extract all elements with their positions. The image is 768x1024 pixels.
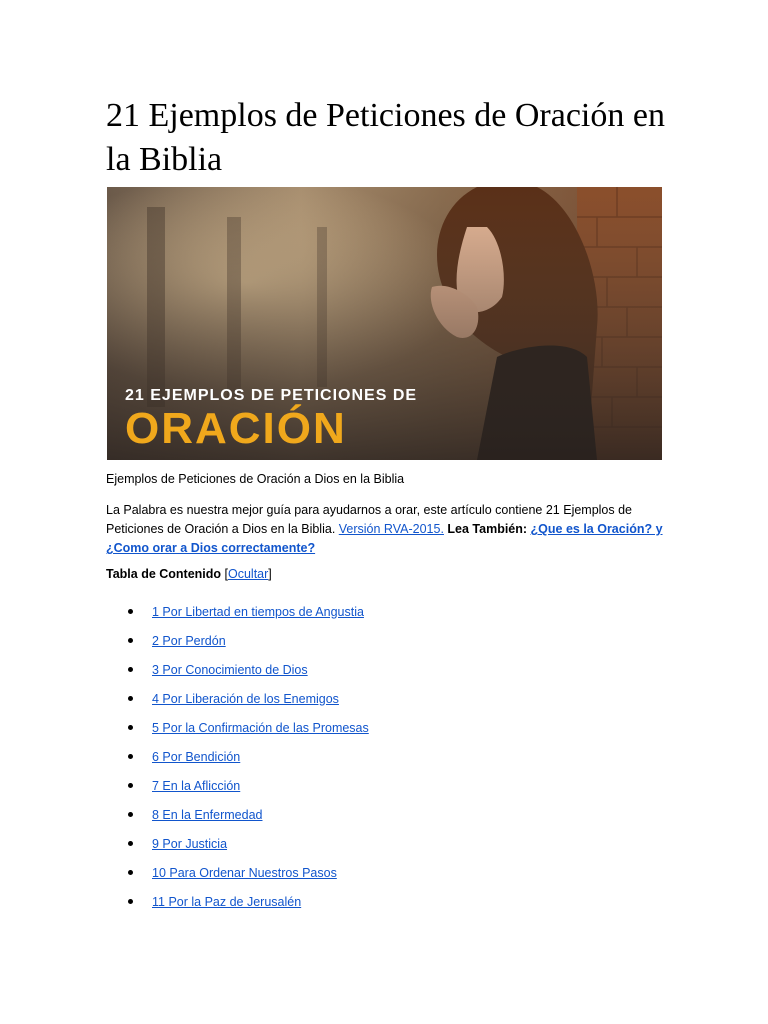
bullet-icon xyxy=(128,754,133,759)
related-article-link[interactable]: ¿Que es la Oración? y ¿Como orar a Dios correctamente? xyxy=(106,522,663,555)
toc-item xyxy=(128,655,369,684)
toc-item xyxy=(128,771,369,800)
bullet-icon xyxy=(128,841,133,846)
toc-bracket-close: ] xyxy=(268,567,272,581)
toc-header xyxy=(106,567,272,581)
page-title: 21 Ejemplos de Peticiones de Oración en la Biblia xyxy=(106,97,665,178)
toc-item xyxy=(128,626,369,655)
toc-link[interactable]: 1 Por Libertad en tiempos de Angustia xyxy=(152,604,364,619)
toc-item xyxy=(128,829,369,858)
toc-list xyxy=(128,597,369,916)
bullet-icon xyxy=(128,725,133,730)
toc-bracket-open: [ xyxy=(221,567,228,581)
bullet-icon xyxy=(128,609,133,614)
bullet-icon xyxy=(128,899,133,904)
toc-link[interactable]: 9 Por Justicia xyxy=(152,836,228,851)
toc-item xyxy=(128,713,369,742)
hero-overlay-subtitle: 21 EJEMPLOS DE PETICIONES DE xyxy=(125,387,418,404)
toc-hide-toggle[interactable]: Ocultar xyxy=(228,567,269,581)
toc-link[interactable]: 7 En la Aflicción xyxy=(152,778,241,793)
toc-link[interactable]: 10 Para Ordenar Nuestros Pasos xyxy=(152,865,337,880)
hero-image xyxy=(107,187,662,460)
toc-link[interactable]: 5 Por la Confirmación de las Promesas xyxy=(152,720,369,735)
toc-item xyxy=(128,800,369,829)
toc-link[interactable]: 6 Por Bendición xyxy=(152,749,241,764)
bullet-icon xyxy=(128,667,133,672)
lea-tambien-label: Lea También: xyxy=(443,522,531,536)
bullet-icon xyxy=(128,870,133,875)
toc-link[interactable]: 11 Por la Paz de Jerusalén xyxy=(152,894,302,909)
toc-item xyxy=(128,858,369,887)
toc-item xyxy=(128,684,369,713)
image-caption: Ejemplos de Peticiones de Oración a Dios en la Biblia xyxy=(106,472,405,486)
toc-link[interactable]: 4 Por Liberación de los Enemigos xyxy=(152,691,339,706)
hero-overlay-title: ORACIÓN xyxy=(125,404,347,453)
intro-paragraph xyxy=(106,501,666,558)
toc-link[interactable]: 8 En la Enfermedad xyxy=(152,807,263,822)
toc-heading: Tabla de Contenido xyxy=(106,567,222,581)
toc-item xyxy=(128,597,369,626)
bullet-icon xyxy=(128,638,133,643)
toc-item xyxy=(128,887,369,916)
toc-item xyxy=(128,742,369,771)
version-link[interactable]: Versión RVA-2015. xyxy=(338,522,444,536)
bullet-icon xyxy=(128,783,133,788)
bullet-icon xyxy=(128,812,133,817)
bullet-icon xyxy=(128,696,133,701)
toc-link[interactable]: 3 Por Conocimiento de Dios xyxy=(152,662,308,677)
intro-text: La Palabra es nuestra mejor guía para ayudarnos a orar, este artículo contiene 21 Ejemplos de Peticiones de Oración a Dios en la Biblia. xyxy=(106,503,633,536)
toc-link[interactable]: 2 Por Perdón xyxy=(152,633,226,648)
